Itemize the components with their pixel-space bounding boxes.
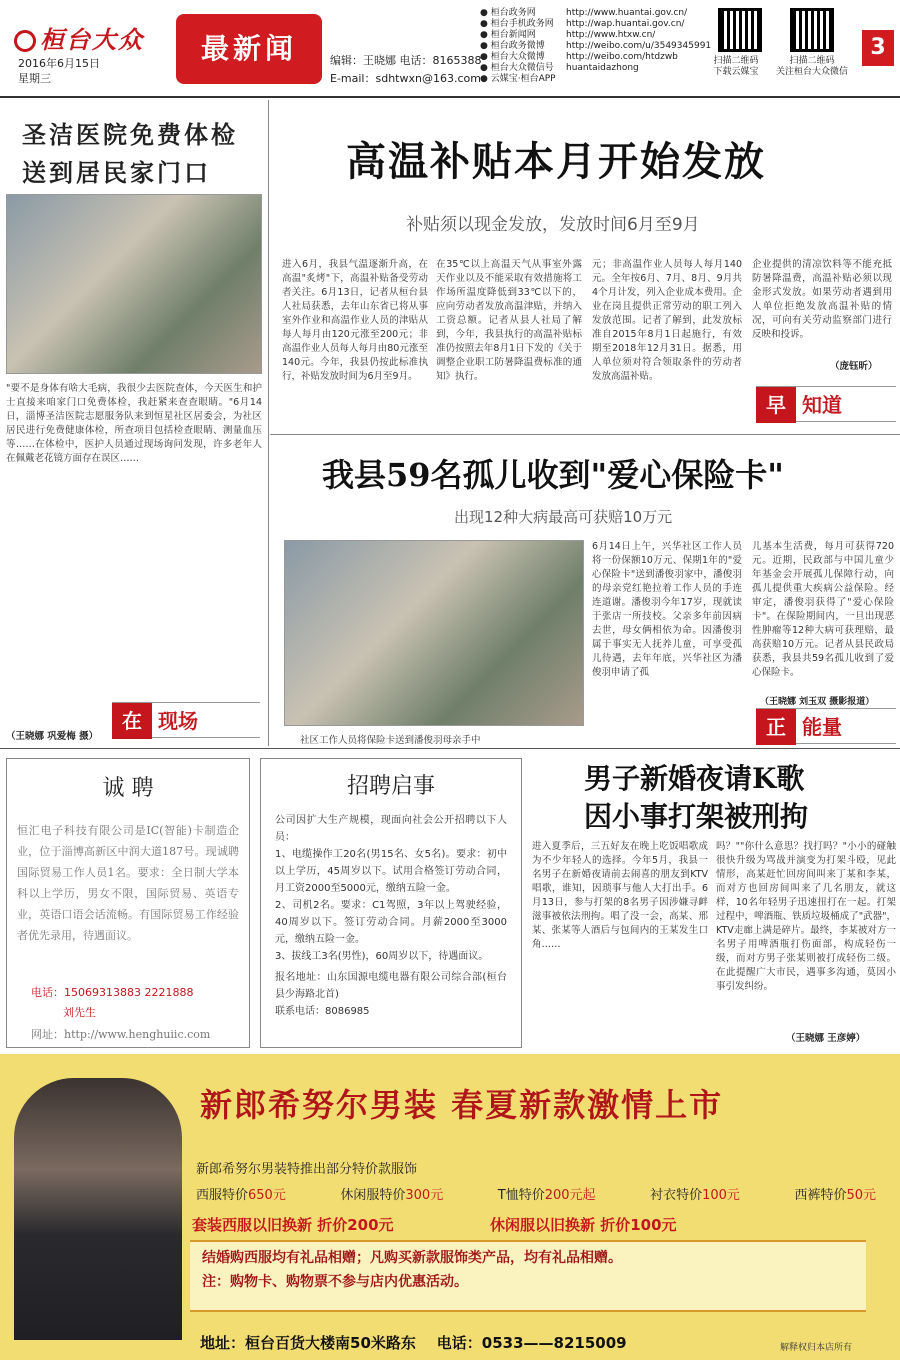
title-line: 圣洁医院免费体检 — [22, 121, 238, 149]
main-col-4: 企业提供的清凉饮料等不能充抵防暑降温费，高温补贴必须以现金形式发放。如果劳动者遇到用人单位拒绝发放高温补贴的情况，可向有关劳动监察部门进行反映和投诉。 — [752, 259, 892, 340]
job-ad-phone: 电话：15069313883 2221888 — [31, 986, 194, 999]
ad-note-box — [190, 1240, 866, 1312]
orphan-headline: 我县59名孤儿收到"爱心保险卡" — [322, 456, 784, 494]
price-label: 休闲服特价 — [340, 1188, 406, 1203]
site-url: http://weibo.com/htdzwb — [566, 52, 678, 62]
price-item — [794, 1184, 876, 1203]
site-row — [480, 41, 711, 52]
left-story-body: "要不是身体有啥大毛病，我很少去医院查体，今天医生和护士直接来咱家门口免费体检，我赶紧来查查眼睛。"6月14日，淄博圣洁医院志愿服务队来到恒星社区居委会，为社区居民进行免费健康体检，所查项目包括检查眼睛、测量血压等……在体检中，医护人员通过现场询问发现，许多老年人在佩戴老花镜方面存在误区…… — [6, 383, 262, 464]
orphan-subhead: 出现12种大病最高可获赔10万元 — [454, 508, 673, 526]
tag-zaixianchang — [112, 702, 260, 738]
price-label: 衬衣特价 — [650, 1188, 703, 1203]
section-banner: 最新闻 — [176, 14, 322, 84]
qr-code-icon — [718, 8, 762, 52]
ad-contact — [200, 1332, 627, 1353]
tag-mark: 在 — [112, 703, 152, 739]
photo-caption: 社区工作人员将保险卡送到潘俊羽母亲手中 — [300, 735, 481, 746]
job-ad-chengpin — [6, 758, 250, 1048]
job-ad-address: 报名地址：山东国源电缆电器有限公司综合部(桓台县少海路北首) — [275, 972, 507, 1000]
ad-trade-in-casual: 休闲服以旧换新 折价100元 — [490, 1216, 677, 1234]
qr-block-2 — [776, 8, 848, 78]
price-value: 300元 — [405, 1188, 444, 1203]
headline-line: 因小事打架被刑拘 — [584, 800, 809, 833]
site-name: ● 云媒宝·桓台APP — [480, 74, 556, 84]
title-line: 送到居民家门口 — [22, 159, 211, 187]
job-ad-intro: 公司因扩大生产规模，现面向社会公开招聘以下人员： — [275, 815, 507, 843]
price-label: 西裤特价 — [794, 1188, 847, 1203]
site-url: huantaidazhong — [566, 63, 639, 73]
ad-note-gift: 结婚购西服均有礼品相赠；凡购买新款服饰类产品，均有礼品相赠。 — [202, 1250, 622, 1266]
ktv-col-1: 进入夏季后，三五好友在晚上吃饭唱歌成为不少年轻人的选择。今年5月，我县一名男子在新婚夜请前去闹喜的朋友到KTV唱歌，谁知，因琐事与他人大打出手。6月13日，参与打架的8名男子因涉嫌寻衅滋事被依法刑拘。唱了没一会，高某、邢某、张某等人酒后与包间内的王某发生口角…… — [532, 841, 708, 950]
site-list — [480, 8, 711, 85]
newspaper-logo — [14, 20, 144, 55]
tag-text: 知道 — [802, 393, 842, 417]
price-item — [498, 1184, 596, 1203]
column-divider — [268, 100, 269, 746]
qr-caption: 扫描二维码 关注桓台大众微信 — [776, 56, 849, 77]
ad-phone: 电话：0533——8215009 — [436, 1334, 627, 1352]
ad-intro: 新郎希努尔男装特推出部分特价款服饰 — [196, 1162, 418, 1177]
ad-rights: 解释权归本店所有 — [780, 1343, 853, 1353]
page-number: 3 — [862, 30, 894, 66]
orphan-col-1: 6月14日上午，兴华社区工作人员将一份保额10万元、保期1年的"爱心保险卡"送到潘俊羽家中，潘俊羽的母亲党红艳拉着工作人员的手连连道谢。潘俊羽今年17岁，现就读于张店一所技校。父亲多年前因病去世，母女俩相依为命。因潘俊羽属于事实无人抚养儿童，可享受孤儿待遇，去年年底，兴华社区为潘俊羽申请了孤 — [592, 541, 742, 678]
site-name: ● 桓台新闻网 — [480, 30, 536, 40]
job-item: 1、电缆操作工20名(男15名、女5名)。要求：初中以上学历，45周岁以下。试用合格签订劳动合同，月工资2000至5000元，缴纳五险一金。 — [275, 849, 507, 894]
editor-info — [330, 52, 482, 88]
price-value: 50元 — [846, 1188, 876, 1203]
main-subhead: 补贴须以现金发放，发放时间6月至9月 — [406, 215, 700, 235]
logo-text: 桓台大众 — [40, 26, 144, 54]
site-url: http://weibo.com/u/3549345991 — [566, 41, 712, 51]
main-story-byline: （庞钰昕） — [830, 361, 878, 372]
site-row — [480, 63, 711, 74]
ad-address: 地址：桓台百货大楼南50米路东 — [200, 1334, 416, 1352]
qr-caption: 扫描二维码 下载云媒宝 — [713, 56, 759, 77]
main-headline: 高温补贴本月开始发放 — [346, 138, 766, 185]
job-item: 3、拔线工3名(男性)，60周岁以下，待遇面议。 — [275, 951, 489, 962]
site-name: ● 桓台政务网 — [480, 8, 536, 18]
tag-text: 能量 — [802, 715, 842, 739]
price-label: 西服特价 — [196, 1188, 249, 1203]
tag-zhengnengliang — [756, 708, 896, 744]
ktv-headline — [584, 760, 808, 836]
ad-title: 新郎希努尔男装 春夏新款激情上市 — [200, 1086, 724, 1124]
main-col-2: 在35℃以上高温天气从事室外露天作业以及不能采取有效措施将工作场所温度降低到33℃以下的，应向劳动者发放高温津贴，并纳入工资总额。记者从县人社局了解到，今年，我县执行的高温补贴标准仍按照去年8月1日下发的《关于调整企业职工防暑降温费标准的通知》执行。 — [436, 259, 582, 382]
tag-mark: 早 — [756, 387, 796, 423]
date-text: 2016年6月15日 — [18, 57, 100, 70]
ktv-col-2: 吗？""你什么意思？找打吗？"小小的碰触很快升级为骂战并演变为打架斗殴，见此情形，高某赶忙回房间叫来丁某和李某，而对方也回房间叫来了几名朋友，就这样，10名年轻男子迅速扭打在一起。打架过程中，啤酒瓶、铁质垃圾桶成了"武器"，KTV走廊上满是碎片。最终，李某被对方一名男子用啤酒瓶打伤面部，构成轻伤一级，而对方男子张某则被打成轻伤二级。在此提醒广大市民，遇事多沟通，莫因小事引发纠纷。 — [716, 841, 896, 992]
orphan-col-2: 儿基本生活费，每月可获得720元。近期，民政部与中国儿童少年基金会开展孤儿保障行动，向孤儿提供重大疾病公益保险。经审定，潘俊羽获得了"爱心保险卡"。在保险期间内，一旦出现恶性肿瘤等12种大病可获理赔，最高获赔10万元。记者从县民政局获悉，我县共59名孤儿收到了爱心保险卡。 — [752, 541, 894, 678]
tag-text: 现场 — [158, 709, 198, 733]
ad-price-list — [196, 1184, 876, 1203]
job-ad-title: 诚 聘 — [102, 776, 154, 801]
editor-email: E-mail：sdhtwxn@163.com — [330, 72, 481, 85]
price-value: 650元 — [248, 1188, 286, 1203]
qr-block-1 — [710, 8, 762, 78]
site-row — [480, 8, 711, 19]
job-item: 2、司机2名。要求：C1驾照，3年以上驾驶经验，40周岁以下。签订劳动合同。月薪2000至3000元，缴纳五险一金。 — [275, 900, 507, 945]
price-value: 100元 — [702, 1188, 740, 1203]
site-row — [480, 52, 711, 63]
site-url: http://wap.huantai.gov.cn/ — [566, 19, 685, 29]
tag-mark: 正 — [756, 709, 796, 745]
qr-code-icon — [790, 8, 834, 52]
insurance-card-photo — [284, 540, 584, 726]
ad-trade-in-suit: 套装西服以旧换新 折价200元 — [192, 1216, 394, 1234]
main-col-1: 进入6月，我县气温逐渐升高，在高温"炙烤"下，高温补贴备受劳动者关注。6月13日，记者从桓台县人社局获悉，去年山东省已将从事室外作业和高温作业人员的津贴从每人每月由120元涨至200元；非高温作业人员每人每月由80元涨至140元。今年，我县仍按此标准执行，补贴发放时间为6月至9月。 — [282, 259, 428, 382]
section-divider — [270, 434, 900, 435]
ktv-byline: （王晓娜 王彦婷） — [786, 1033, 866, 1044]
job-ad-body: 恒汇电子科技有限公司是IC(智能)卡制造企业，位于淄博高新区中润大道187号。现诚聘国际贸易工作人员1名。要求：全日制大学本科以上学历，男女不限，国际贸易、英语专业，英语口语会话流畅。有国际贸易工作经验者优先录用，待遇面议。 — [17, 824, 239, 942]
job-ad-contact: 刘先生 — [63, 1006, 96, 1019]
site-url: http://www.huantai.gov.cn/ — [566, 8, 688, 18]
job-ad-website: 网址：http://www.henghuiic.com — [31, 1028, 211, 1041]
weekday-text: 星期三 — [18, 72, 51, 85]
health-check-photo — [6, 194, 262, 374]
left-story-byline: （王晓娜 巩爱梅 摄） — [6, 731, 99, 742]
price-item — [340, 1184, 443, 1203]
price-value: 200元起 — [544, 1188, 596, 1203]
editor-text: 编辑：王晓娜 电话：8165388 — [330, 54, 482, 67]
site-name: ● 桓台手机政务网 — [480, 19, 554, 29]
site-name: ● 桓台政务微博 — [480, 41, 545, 51]
model-photo — [14, 1078, 182, 1340]
orphan-byline: （王晓娜 刘玉双 摄影报道） — [760, 697, 875, 707]
left-story-title — [22, 116, 238, 192]
price-item — [650, 1184, 740, 1203]
tag-zaozhidao — [756, 386, 896, 422]
site-url: http://www.htxw.cn/ — [566, 30, 656, 40]
ad-note-exclusion: 注：购物卡、购物票不参与店内优惠活动。 — [202, 1274, 468, 1290]
price-label: T恤特价 — [497, 1188, 545, 1203]
job-ad-title: 招聘启事 — [346, 774, 435, 799]
site-name: ● 桓台大众微博 — [480, 52, 545, 62]
site-row — [480, 19, 711, 30]
headline-line: 男子新婚夜请K歌 — [584, 762, 805, 795]
site-row — [480, 30, 711, 41]
logo-icon — [14, 30, 36, 52]
masthead-divider — [0, 96, 900, 98]
site-row — [480, 74, 711, 85]
section-divider — [0, 748, 900, 749]
job-ad-phone: 联系电话：8086985 — [275, 1006, 370, 1017]
price-item — [196, 1184, 286, 1203]
site-name: ● 桓台大众微信号 — [480, 63, 554, 73]
main-col-3: 元；非高温作业人员每人每月140元。全年按6月、7月、8月、9月共4个月计发，列入企业成本费用。企业在岗且提供正常劳动的职工列入发放范围。记者了解到，此发放标准自2015年8月1日起施行，有效期至2018年12月31日。据悉，用人单位须对符合领取条件的劳动者发放高温补贴。 — [592, 259, 742, 382]
issue-date — [18, 56, 100, 86]
job-ad-zhaopin — [260, 758, 522, 1048]
